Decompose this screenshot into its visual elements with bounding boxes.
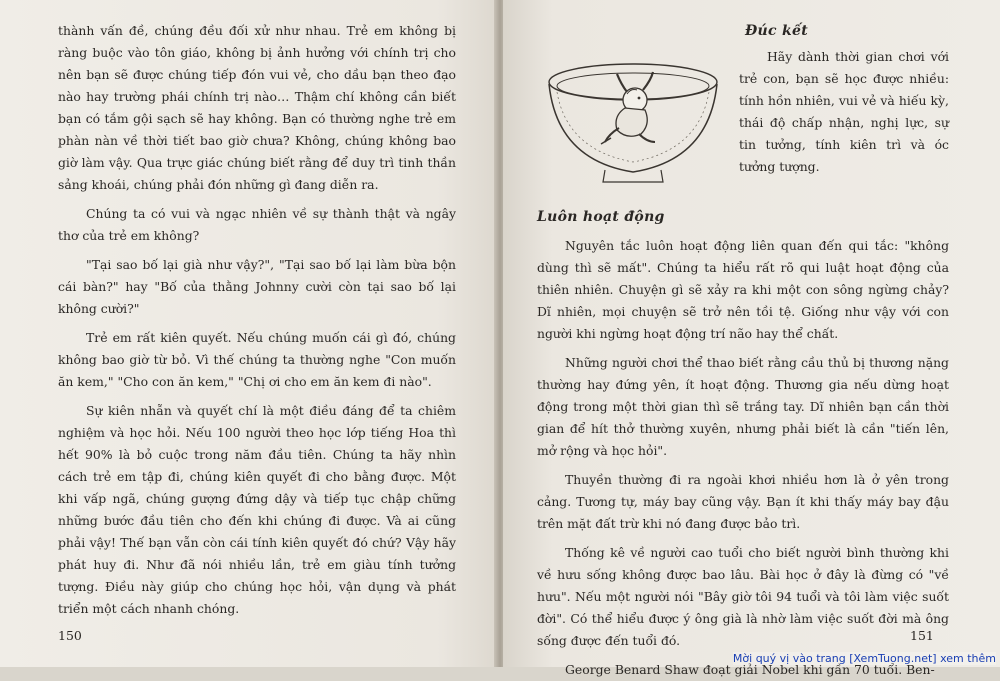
paragraph: George Benard Shaw đoạt giải Nobel khi gần 70 tuổi. Ben- [565, 662, 935, 677]
paragraph: Nguyên tắc luôn hoạt động liên quan đến qui tắc: "không dùng thì sẽ mất". Chúng ta hiểu rất rõ qui luật hoạt động của thiên nhiên. Chuyện gì sẽ xảy ra khi một con sông ngừng chảy? Dĩ nhiên, mọi chuyện sẽ trở nên tồi tệ. Giống như vậy với con người khi ngừng hoạt động trí não hay thể chất. [537, 238, 949, 341]
summary-heading: Đúc kết [745, 23, 808, 39]
site-watermark[interactable] [0, 652, 1000, 665]
page-number-right: 151 [910, 628, 934, 643]
summary-text: Hãy dành thời gian chơi với trẻ con, bạn sẽ học được nhiều: tính hồn nhiên, vui vẻ và hiếu kỳ, thái độ chấp nhận, nghị lực, sự tin tưởng, tính kiên trì và óc tưởng tượng. [739, 49, 949, 174]
paragraph: Chúng ta có vui và ngạc nhiên về sự thành thật và ngây thơ của trẻ em không? [58, 206, 456, 243]
watermark-text[interactable]: Mời quý vị vào trang [XemTuong.net] xem thêm [732, 652, 996, 665]
paragraph: Thuyền thường đi ra ngoài khơi nhiều hơn là ở yên trong cảng. Tương tự, máy bay cũng vậy. Bạn ít khi thấy máy bay đậu trên mặt đất trừ khi nó đang được bảo trì. [537, 472, 949, 531]
paragraph: "Tại sao bố lại già như vậy?", "Tại sao bố lại làm bừa bộn cái bàn?" hay "Bố của thằng Johnny cười còn tại sao bố lại không cười?" [58, 257, 456, 316]
paragraph: Thống kê về người cao tuổi cho biết người bình thường khi về hưu sống không được bao lâu. Bài học ở đây là đừng có "về hưu". Nếu một người nói "Bây giờ tôi 94 tuổi và tôi làm việc suốt đời". Có thể hiểu được ý ông già là nhờ làm việc suốt đời mà ông sống được đến tuổi đó. [537, 545, 949, 648]
section-heading: Luôn hoạt động [537, 209, 665, 225]
paragraph: Những người chơi thể thao biết rằng cầu thủ bị thương nặng thường hay đứng yên, ít hoạt động. Thương gia nếu dừng hoạt động trong một thời gian thì sẽ trắng tay. Dĩ nhiên bạn cần thời gian để hít thở thường xuyên, nhưng phải biết là cần "tiến lên, mở rộng và học hỏi". [537, 355, 949, 458]
paragraph: Sự kiên nhẫn và quyết chí là một điều đáng để ta chiêm nghiệm và học hỏi. Nếu 100 người theo học lớp tiếng Hoa thì hết 90% là bỏ cuộc trong năm đầu tiên. Chúng ta hãy nhìn cách trẻ em tập đi, chúng kiên quyết đi cho bằng được. Một khi vấp ngã, chúng gượng đứng dậy và tiếp tục chập chững những bước đầu tiên cho đến khi chúng đi được. Và ai cũng phải vậy! Thế bạn vẫn còn cái tính kiên quyết đó chứ? Vậy hãy phát huy đi. Như đã nói nhiều lần, trẻ em giàu tính tưởng tượng. Điều này giúp cho chúng học hỏi, vận dụng và phát triển một cách nhanh chóng. [58, 403, 456, 616]
section-block [537, 206, 949, 681]
page-number-left: 150 [58, 628, 82, 643]
bowl-illustration [543, 50, 723, 190]
summary-block [739, 20, 949, 178]
paragraph: Trẻ em rất kiên quyết. Nếu chúng muốn cái gì đó, chúng không bao giờ từ bỏ. Vì thế chúng ta thường nghe "Con muốn ăn kem," "Cho con ăn kem," "Chị ơi cho em ăn kem đi nào". [58, 330, 456, 389]
right-page [503, 0, 1000, 677]
paragraph: thành vấn đề, chúng đều đối xử như nhau. Trẻ em không bị ràng buộc vào tôn giáo, không bị ảnh hưởng với chính trị cho nên bạn sẽ được chúng tiếp đón vui vẻ, cho dầu bạn theo đạo nào hay trường phái chính trị nào… Thậm chí không cần biết bạn có tắm gội sạch sẽ hay không. Bạn có thường nghe trẻ em phàn nàn về thời tiết bao giờ chưa? Không, chúng không bao giờ làm vậy. Qua trực giác chúng biết rằng để duy trì tinh thần sảng khoái, chúng phải đón những gì đang diễn ra. [58, 23, 456, 192]
left-page [0, 0, 497, 667]
left-page-text [58, 20, 456, 620]
